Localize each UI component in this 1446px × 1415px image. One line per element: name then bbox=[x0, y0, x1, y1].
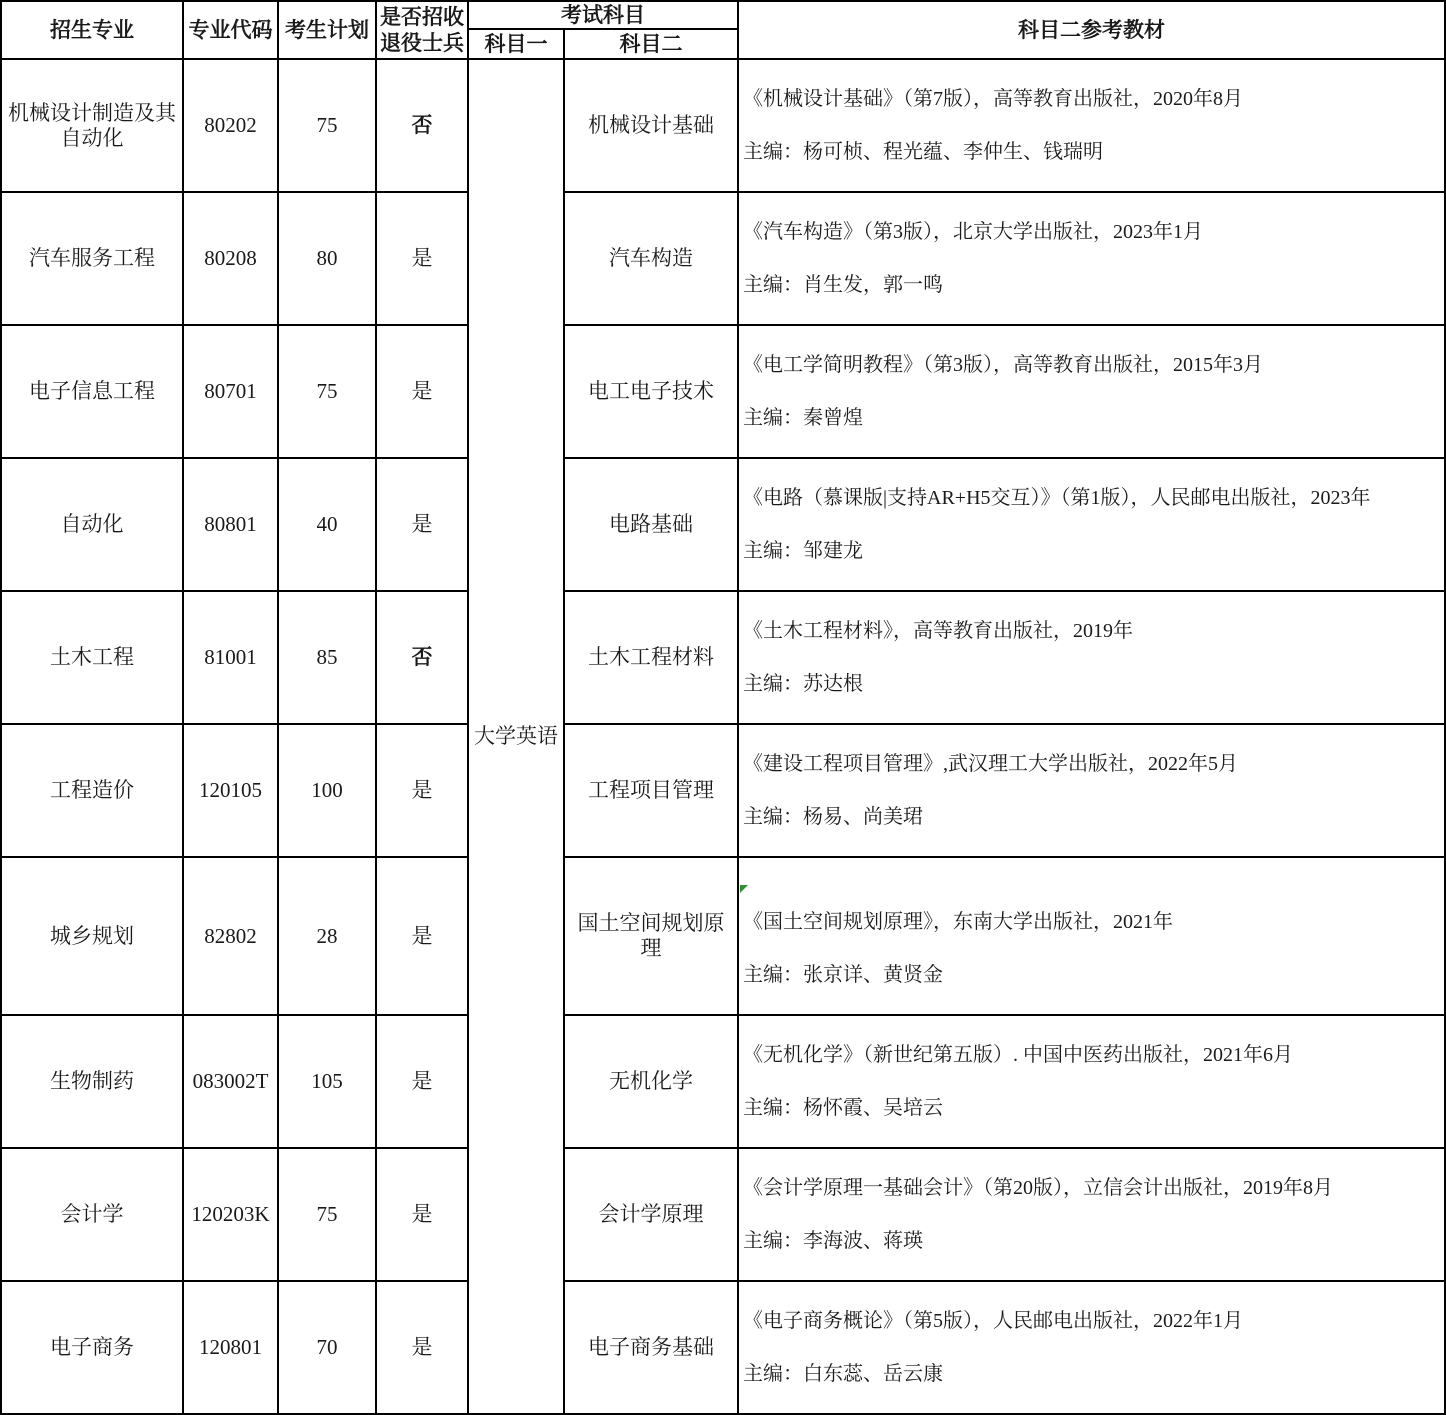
editor-line: 主编：秦曾煌 bbox=[743, 407, 863, 429]
cell-code: 81001 bbox=[183, 591, 278, 724]
cell-subject2: 电子商务基础 bbox=[564, 1281, 738, 1414]
cell-plan: 105 bbox=[278, 1015, 376, 1148]
cell-plan: 85 bbox=[278, 591, 376, 724]
cell-veterans: 是 bbox=[376, 1015, 468, 1148]
cell-major: 电子商务 bbox=[1, 1281, 183, 1414]
cell-subject1-merged: 大学英语 bbox=[468, 59, 564, 1414]
cell-major: 城乡规划 bbox=[1, 857, 183, 1015]
cell-veterans: 否 bbox=[376, 591, 468, 724]
cell-code: 80208 bbox=[183, 192, 278, 325]
cell-major: 汽车服务工程 bbox=[1, 192, 183, 325]
cell-major: 生物制药 bbox=[1, 1015, 183, 1148]
cell-subject2: 工程项目管理 bbox=[564, 724, 738, 857]
cell-textbook bbox=[738, 192, 1445, 325]
cell-textbook bbox=[738, 1148, 1445, 1281]
cell-major: 机械设计制造及其 自动化 bbox=[1, 59, 183, 192]
col-header-code: 专业代码 bbox=[183, 1, 278, 59]
editor-line: 主编：李海波、蒋瑛 bbox=[743, 1230, 923, 1252]
cell-plan: 100 bbox=[278, 724, 376, 857]
editor-line: 主编：杨怀霞、吴培云 bbox=[743, 1097, 943, 1119]
cell-subject2: 电工电子技术 bbox=[564, 325, 738, 458]
cell-plan: 75 bbox=[278, 1148, 376, 1281]
table-row bbox=[1, 59, 1445, 192]
book-title-line: 《无机化学》（新世纪第五版）. 中国中医药出版社，2021年6月 bbox=[743, 1044, 1293, 1066]
cell-plan: 75 bbox=[278, 59, 376, 192]
cell-veterans: 是 bbox=[376, 1281, 468, 1414]
cell-subject2: 土木工程材料 bbox=[564, 591, 738, 724]
cell-textbook bbox=[738, 59, 1445, 192]
col-header-plan: 考生计划 bbox=[278, 1, 376, 59]
cell-corner-marker bbox=[740, 885, 748, 893]
cell-subject2: 电路基础 bbox=[564, 458, 738, 591]
editor-line: 主编：杨可桢、程光蕴、李仲生、钱瑞明 bbox=[743, 141, 1103, 163]
cell-code: 80701 bbox=[183, 325, 278, 458]
editor-line: 主编：邹建龙 bbox=[743, 540, 863, 562]
cell-textbook bbox=[738, 857, 1445, 1015]
cell-code: 82802 bbox=[183, 857, 278, 1015]
editor-line: 主编：杨易、尚美珺 bbox=[743, 806, 923, 828]
book-title-line: 《土木工程材料》，高等教育出版社，2019年 bbox=[743, 620, 1133, 642]
col-header-exam-subjects: 考试科目 bbox=[468, 1, 738, 29]
cell-subject2: 国土空间规划原 理 bbox=[564, 857, 738, 1015]
book-title-line: 《汽车构造》（第3版），北京大学出版社，2023年1月 bbox=[743, 221, 1203, 243]
cell-veterans: 否 bbox=[376, 59, 468, 192]
cell-code: 120801 bbox=[183, 1281, 278, 1414]
cell-plan: 80 bbox=[278, 192, 376, 325]
cell-veterans: 是 bbox=[376, 458, 468, 591]
col-header-major: 招生专业 bbox=[1, 1, 183, 59]
cell-major: 电子信息工程 bbox=[1, 325, 183, 458]
cell-major: 会计学 bbox=[1, 1148, 183, 1281]
cell-veterans: 是 bbox=[376, 1148, 468, 1281]
cell-textbook bbox=[738, 724, 1445, 857]
cell-plan: 40 bbox=[278, 458, 376, 591]
editor-line: 主编：肖生发，郭一鸣 bbox=[743, 274, 943, 296]
cell-textbook bbox=[738, 1015, 1445, 1148]
cell-subject2: 汽车构造 bbox=[564, 192, 738, 325]
cell-major: 土木工程 bbox=[1, 591, 183, 724]
editor-line: 主编：苏达根 bbox=[743, 673, 863, 695]
cell-code: 80801 bbox=[183, 458, 278, 591]
col-header-veterans: 是否招收 退役士兵 bbox=[376, 1, 468, 59]
col-header-subject2: 科目二 bbox=[564, 29, 738, 59]
cell-subject2: 会计学原理 bbox=[564, 1148, 738, 1281]
book-title-line: 《电路（慕课版|支持AR+H5交互）》（第1版），人民邮电出版社，2023年 bbox=[743, 487, 1371, 509]
book-title-line: 《电子商务概论》（第5版），人民邮电出版社，2022年1月 bbox=[743, 1310, 1243, 1332]
table-row bbox=[1, 192, 1445, 325]
cell-textbook bbox=[738, 591, 1445, 724]
cell-veterans: 是 bbox=[376, 192, 468, 325]
cell-veterans: 是 bbox=[376, 325, 468, 458]
col-header-subject1: 科目一 bbox=[468, 29, 564, 59]
editor-line: 主编：张京详、黄贤金 bbox=[743, 964, 943, 986]
cell-plan: 75 bbox=[278, 325, 376, 458]
table-row bbox=[1, 724, 1445, 857]
cell-plan: 28 bbox=[278, 857, 376, 1015]
book-title-line: 《会计学原理一基础会计》（第20版），立信会计出版社，2019年8月 bbox=[743, 1177, 1333, 1199]
book-title-line: 《电工学简明教程》（第3版），高等教育出版社，2015年3月 bbox=[743, 354, 1263, 376]
cell-textbook bbox=[738, 1281, 1445, 1414]
editor-line: 主编：白东蕊、岳云康 bbox=[743, 1363, 943, 1385]
cell-major: 自动化 bbox=[1, 458, 183, 591]
cell-textbook bbox=[738, 458, 1445, 591]
table-row bbox=[1, 325, 1445, 458]
cell-code: 120203K bbox=[183, 1148, 278, 1281]
cell-major: 工程造价 bbox=[1, 724, 183, 857]
book-title-line: 《建设工程项目管理》,武汉理工大学出版社，2022年5月 bbox=[743, 753, 1238, 775]
table-row bbox=[1, 1015, 1445, 1148]
header-row-1 bbox=[1, 1, 1445, 29]
cell-code: 80202 bbox=[183, 59, 278, 192]
cell-code: 120105 bbox=[183, 724, 278, 857]
cell-subject2: 无机化学 bbox=[564, 1015, 738, 1148]
table-row bbox=[1, 1281, 1445, 1414]
col-header-textbook: 科目二参考教材 bbox=[738, 1, 1445, 59]
cell-textbook bbox=[738, 325, 1445, 458]
table-row bbox=[1, 458, 1445, 591]
cell-veterans: 是 bbox=[376, 724, 468, 857]
table-row bbox=[1, 1148, 1445, 1281]
cell-code: 083002T bbox=[183, 1015, 278, 1148]
cell-subject2: 机械设计基础 bbox=[564, 59, 738, 192]
book-title-line: 《机械设计基础》（第7版），高等教育出版社，2020年8月 bbox=[743, 88, 1243, 110]
cell-veterans: 是 bbox=[376, 857, 468, 1015]
table-row bbox=[1, 857, 1445, 1015]
cell-plan: 70 bbox=[278, 1281, 376, 1414]
book-title-line: 《国土空间规划原理》，东南大学出版社，2021年 bbox=[743, 911, 1173, 933]
table-row bbox=[1, 591, 1445, 724]
